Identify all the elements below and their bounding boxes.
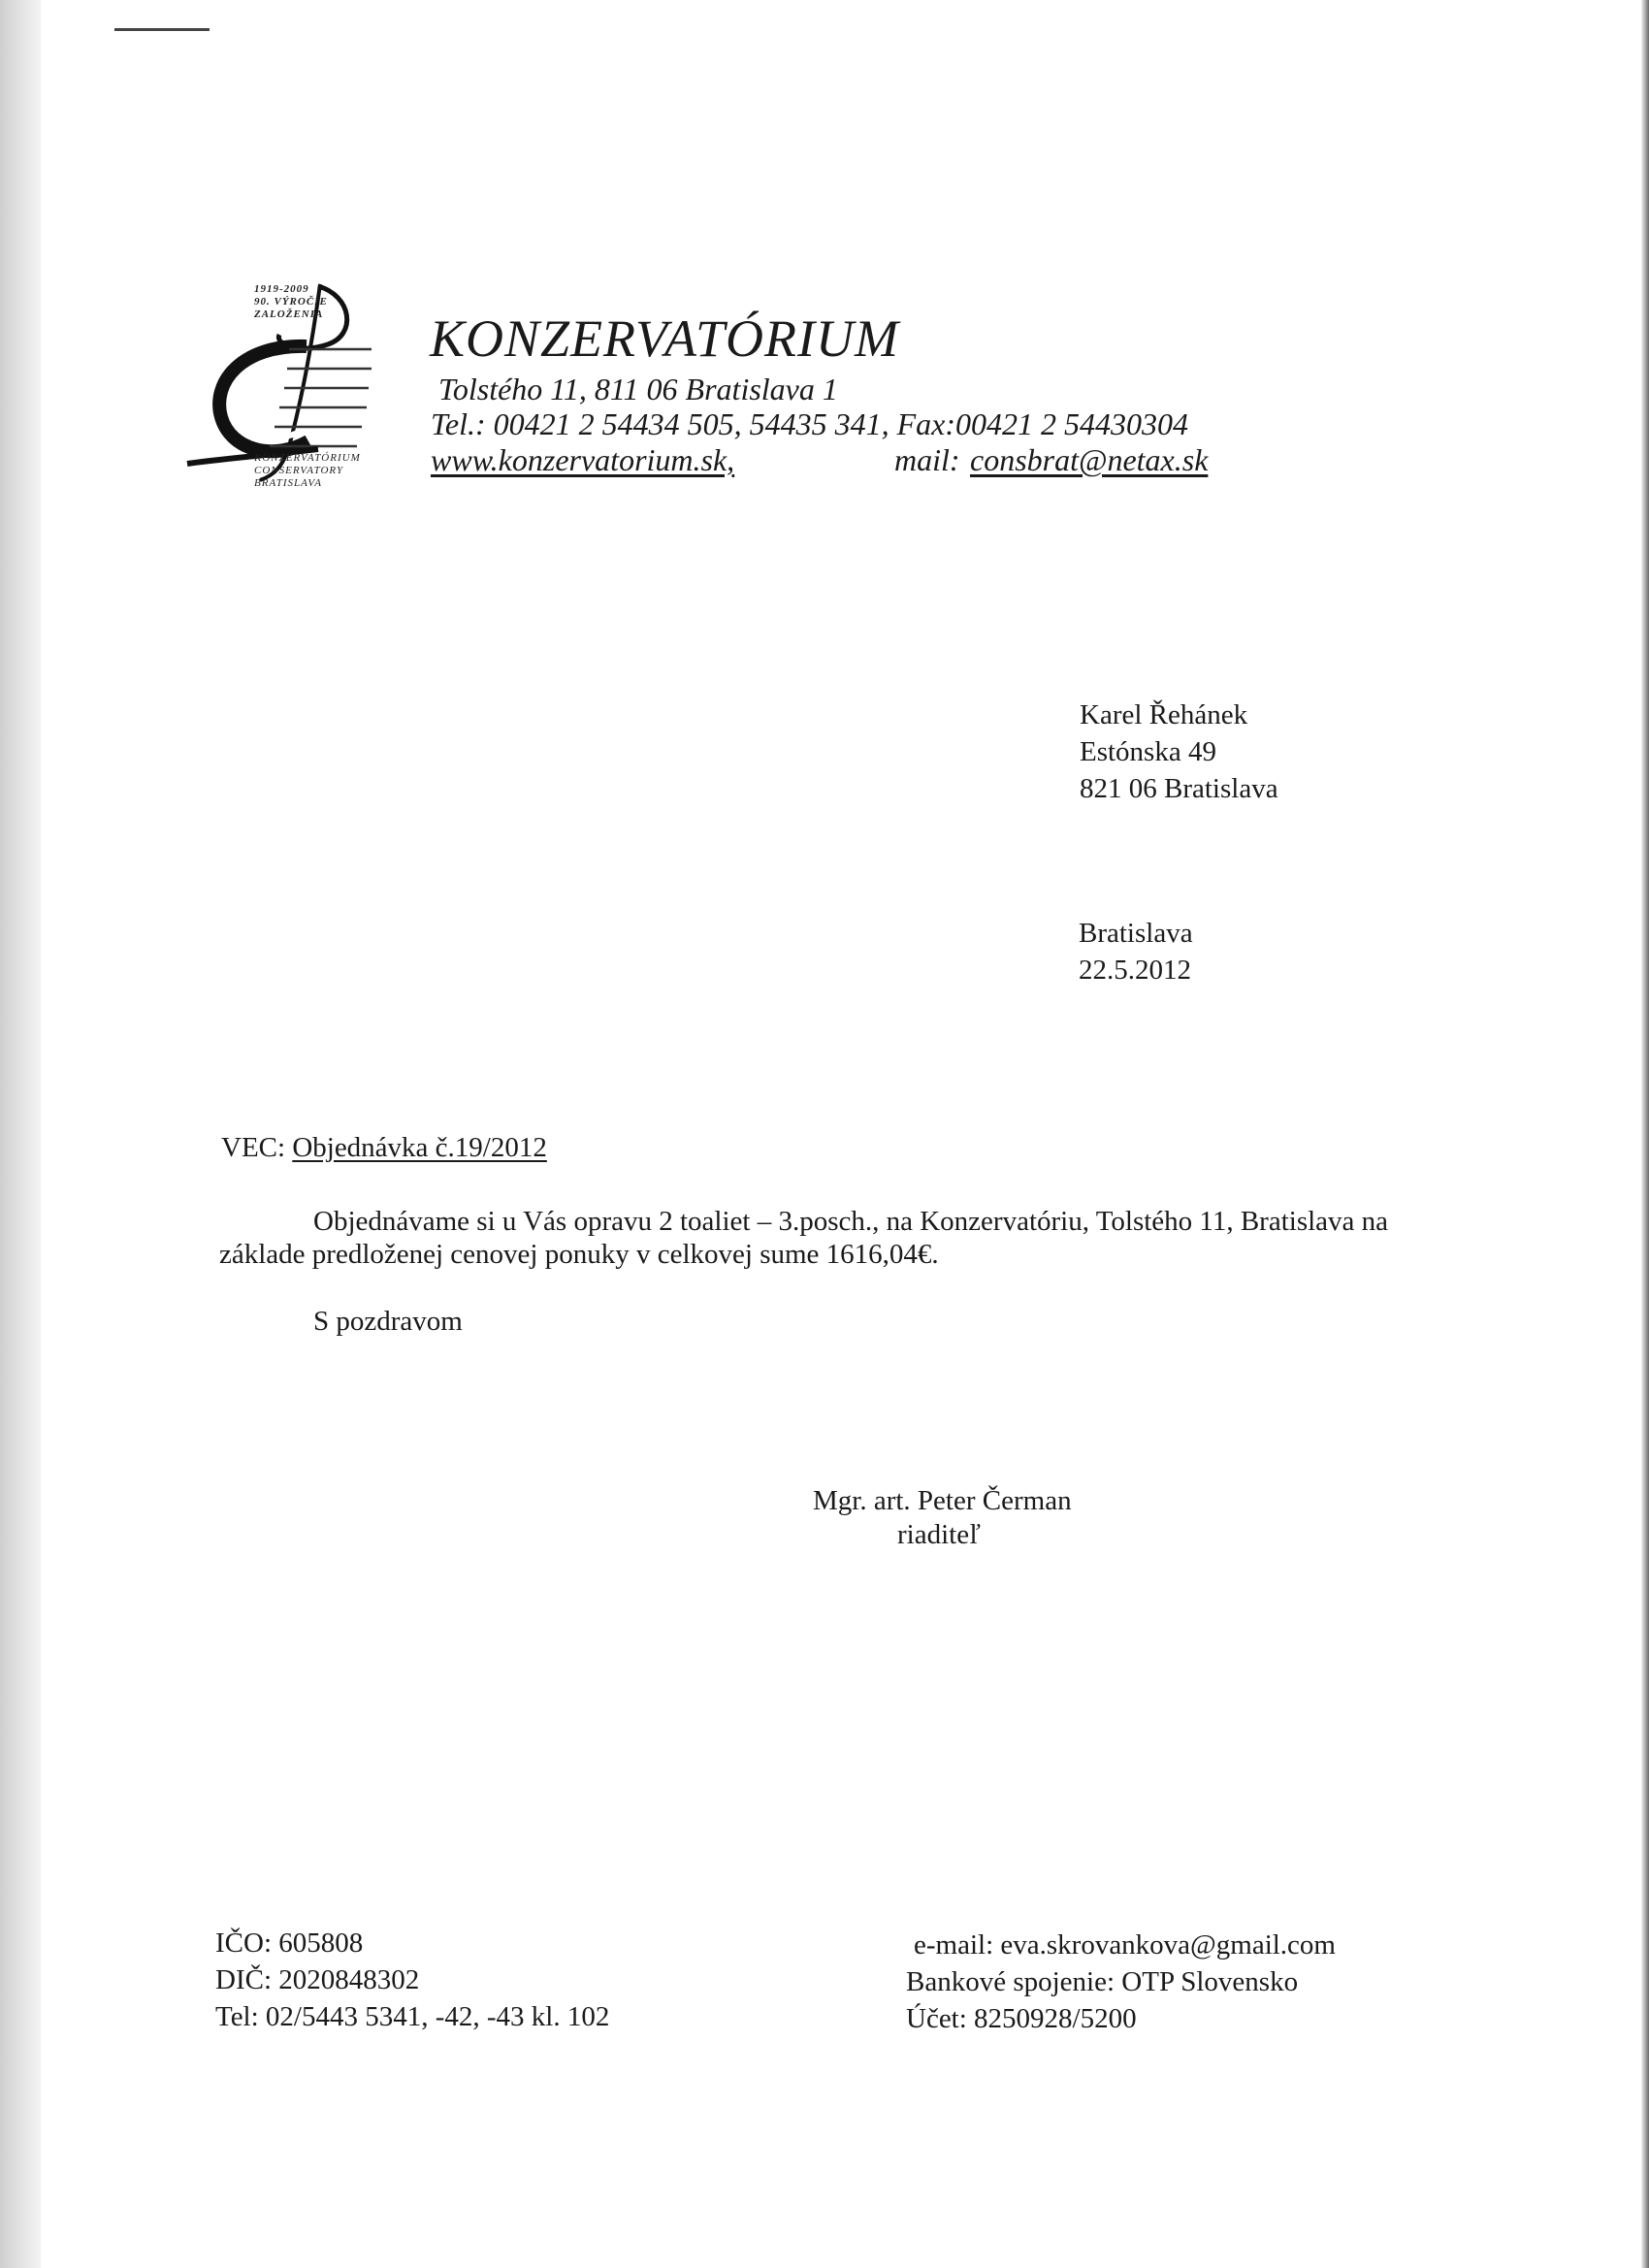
- footer-dic: DIČ: 2020848302: [215, 1964, 420, 1995]
- footer-ico: IČO: 605808: [215, 1928, 364, 1959]
- email-link[interactable]: consbrat@netax.sk: [970, 442, 1209, 477]
- logo-anniversary: [254, 283, 328, 321]
- subject-label: VEC:: [221, 1132, 286, 1163]
- logo-subtitle: [254, 452, 361, 490]
- recipient-street: Estónska 49: [1080, 736, 1216, 767]
- signatory-name: Mgr. art. Peter Čerman: [813, 1485, 1072, 1516]
- organization-name: KONZERVATÓRIUM: [430, 309, 899, 368]
- place: Bratislava: [1079, 918, 1193, 949]
- recipient-city: 821 06 Bratislava: [1080, 773, 1278, 804]
- footer-left: [215, 1925, 609, 2035]
- website-link[interactable]: www.konzervatorium.sk,: [431, 442, 735, 477]
- scan-right-edge: [1641, 0, 1649, 2268]
- organization-phone: Tel.: 00421 2 54434 505, 54435 341, Fax:00421 2 54430304: [431, 406, 1189, 441]
- scan-mark: [114, 28, 210, 31]
- logo-subtitle-line: KONZERVATÓRIUM: [254, 452, 361, 464]
- signatory-title: riaditeľ: [897, 1519, 981, 1550]
- subject-line: [221, 1129, 547, 1166]
- logo-subtitle-line: BRATISLAVA: [254, 477, 322, 489]
- place-date: [1079, 915, 1193, 988]
- recipient-name: Karel Řehánek: [1080, 699, 1248, 730]
- recipient-address: [1080, 697, 1278, 807]
- logo-anniversary-line: 90. VÝROČIE: [254, 296, 328, 308]
- footer-tel: Tel: 02/5443 5341, -42, -43 kl. 102: [215, 2001, 610, 2032]
- footer-right: [906, 1927, 1336, 2037]
- subject-value: Objednávka č.19/2012: [292, 1132, 547, 1163]
- body-line-2: základe predloženej cenovej ponuky v celkovej sume 1616,04€.: [219, 1239, 939, 1270]
- footer-email: e-mail: eva.skrovankova@gmail.com: [914, 1929, 1336, 1960]
- closing: S pozdravom: [313, 1306, 463, 1337]
- scan-left-edge: [0, 0, 41, 2268]
- footer-account: Účet: 8250928/5200: [906, 2003, 1137, 2034]
- mail-label: mail:: [894, 442, 960, 477]
- body-line-1: Objednávame si u Vás opravu 2 toaliet – 3.posch., na Konzervatóriu, Tolstého 11, Bratislava na: [313, 1206, 1389, 1237]
- organization-address: Tolstého 11, 811 06 Bratislava 1: [438, 372, 838, 406]
- date: 22.5.2012: [1079, 955, 1191, 986]
- logo-anniversary-line: 1919-2009: [254, 283, 309, 295]
- logo-anniversary-line: ZALOŽENIA: [254, 308, 324, 320]
- footer-bank: Bankové spojenie: OTP Slovensko: [906, 1966, 1299, 1997]
- logo-subtitle-line: CONSERVATORY: [254, 465, 344, 476]
